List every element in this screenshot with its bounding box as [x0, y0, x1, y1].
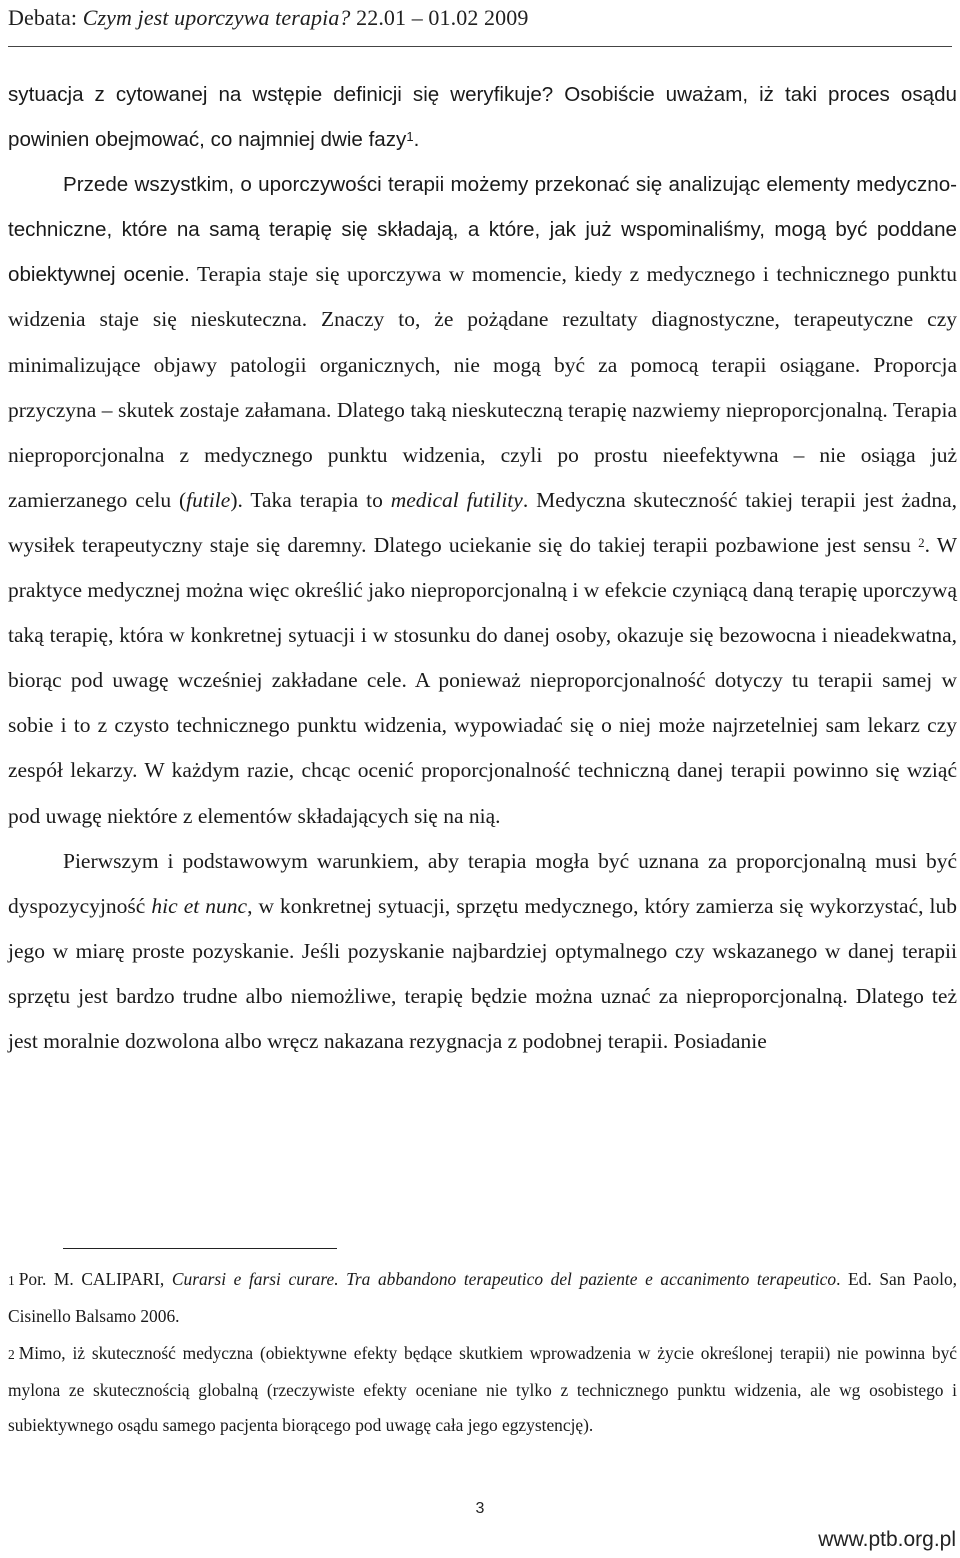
paragraph2-part2: ). Taka terapia to [230, 487, 391, 512]
paragraph1-end: . [413, 128, 420, 152]
paragraph2-part3: . Medyczna skuteczność takiej terapii jest żadna, wysiłek terapeutyczny staje się daremny. Dlatego uciekanie się do takiej terapii pozbawione jest sensu [8, 487, 957, 557]
footnote-1 [8, 1262, 957, 1334]
footnote-ref-2[interactable]: 2 [918, 534, 925, 550]
header-title [8, 5, 528, 31]
footnote-mark-2: 2 [8, 1347, 15, 1362]
paragraph-futility [8, 162, 957, 838]
header-title-dates: 22.01 – 01.02 2009 [350, 5, 529, 30]
paragraph1-line1: sytuacja z cytowanej na wstępie definicji się weryfikuje? Osobiście uważam, iż taki [8, 83, 818, 106]
footnotes [8, 1262, 957, 1444]
page-body [8, 72, 957, 1064]
footnote-1-text-before: Por. M. CALIPARI, [18, 1269, 172, 1289]
site-url-link[interactable]: www.ptb.org.pl [818, 1528, 956, 1551]
term-futile: futile [186, 487, 231, 512]
footnote-ref-1[interactable]: 1 [406, 129, 414, 145]
footnote-1-book-title: Curarsi e farsi curare. Tra abbandono terapeutico del paziente e accanimento terapeutico [171, 1269, 837, 1289]
term-hic-et-nunc: hic et nunc [151, 893, 248, 918]
footnote-divider [63, 1248, 337, 1249]
term-medical-futility: medical futility [390, 487, 523, 512]
paragraph-first-condition [8, 839, 957, 1064]
paragraph3-part2: , w konkretnej sytuacji, sprzętu medycznego, który zamierza się wykorzystać, lub jego w miarę proste pozyskanie. Jeśli pozyskanie najbardziej optymalnego czy wskazanego w danej terapii sprzętu jest bardzo trudne albo niemożliwe, terapię będzie można uznać za nieproporcjonalną. Dlatego też jest moralnie dozwolona albo wręcz nakazana rezygnacja z podobnej terapii. Posiadanie [8, 893, 958, 1053]
footnote-mark-1: 1 [8, 1273, 15, 1288]
page-header [8, 0, 952, 47]
paragraph1-line2: proces osądu powinien obejmować, co najmniej dwie fazy [8, 83, 957, 152]
paragraph2-sans-part: Przede wszystkim, o uporczywości terapii możemy przekonać się analizując elementy medyczno-techniczne, które na samą terapię się składają, a które, jak już wspominaliśmy, mogą być poddane obiektywnej ocenie. [8, 173, 957, 287]
header-title-question: Czym jest uporczywa terapia? [82, 5, 351, 30]
paragraph2-part4: . W praktyce medycznej można więc określić jako nieproporcjonalną i w efekcie czyniącą daną terapię uporczywą taką terapię, która w konkretnej sytuacji i w stosunku do danej osoby, okazuje się bezowocna i nieadekwatna, biorąc pod uwagę wcześniej zakładane cele. A ponieważ nieproporcjonalność dotyczy tu terapii samej w sobie i to z czysto technicznego punktu widzenia, wypowiadać się o niej może najrzetelniej sam lekarz czy zespół lekarzy. W każdym razie, chcąc ocenić proporcjonalność techniczną danej terapii powinno się wziąć pod uwagę niektóre z elementów składających się na nią. [8, 532, 957, 828]
footnote-2 [8, 1336, 957, 1444]
page-number: 3 [475, 1500, 485, 1517]
paragraph3-part1: Pierwszym i podstawowym warunkiem, aby terapia mogła być uznana za proporcjonalną musi być dyspozycyjność [8, 848, 957, 918]
footnote-1-text-after: . Ed. San Paolo, Cisinello Balsamo 2006. [8, 1269, 957, 1326]
header-title-prefix: Debata: [8, 5, 83, 30]
paragraph-continuation [8, 72, 957, 162]
paragraph2-part1: Terapia staje się uporczywa w momencie, kiedy z medycznego i technicznego punktu widzenia staje się nieskuteczna. Znaczy to, że pożądane rezultaty diagnostyczne, terapeutyczne czy minimalizujące objawy patologii organicznych, nie mogą być za pomocą terapii osiągane. Proporcja przyczyna – skutek zostaje załamana. Dlatego taką nieskuteczną terapię nazwiemy nieproporcjonalną. Terapia nieproporcjonalna z medycznego punktu widzenia, czyli po prostu nieefektywna – nie osiąga już zamierzanego celu ( [8, 262, 957, 512]
footnote-2-text: Mimo, iż skuteczność medyczna (obiektywne efekty będące skutkiem wprowadzenia w życie określonej terapii) nie powinna być mylona ze skutecznością globalną (rzeczywiste efekty oceniane nie tylko z technicznego punktu widzenia, ale wg osobistego i subiektywnego osądu samego pacjenta biorącego pod uwagę cała jego egzystencję). [8, 1343, 957, 1435]
